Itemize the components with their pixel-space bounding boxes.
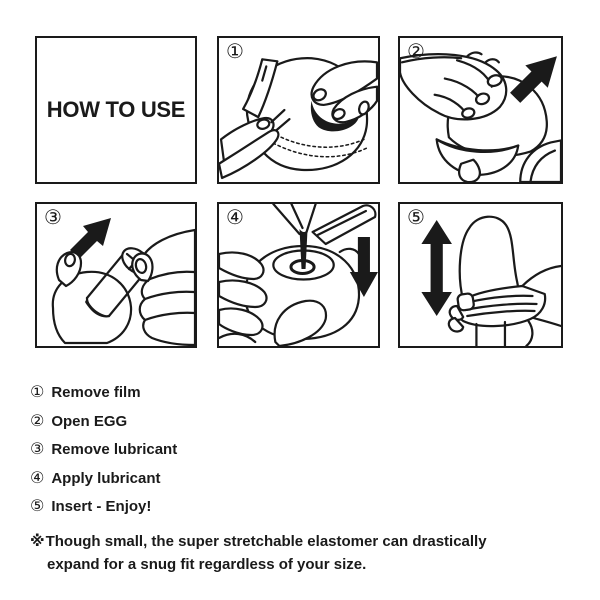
- list-number-5: ⑤: [30, 498, 45, 515]
- list-item: [30, 413, 578, 430]
- step-number-1: ①: [226, 41, 244, 63]
- list-text-5: Insert - Enjoy!: [51, 498, 152, 515]
- list-item: [30, 441, 578, 458]
- list-number-2: ②: [30, 412, 45, 430]
- page-title: HOW TO USE: [46, 97, 186, 122]
- how-to-use-title-box: [35, 36, 197, 184]
- step-number-3: ③: [44, 207, 62, 229]
- footnote-line-1: Though small, the super stretchable elastomer can drastically: [45, 533, 487, 550]
- instruction-list: [30, 384, 578, 576]
- list-item: [30, 470, 578, 487]
- footnote: [30, 530, 578, 576]
- list-text-4: Apply lubricant: [51, 469, 161, 487]
- step-panel-apply-lubricant: [217, 202, 380, 348]
- arrow-up-down-icon: [421, 220, 452, 316]
- list-number-3: ③: [30, 441, 45, 458]
- list-item: [30, 498, 578, 515]
- list-text-3: Remove lubricant: [51, 441, 178, 458]
- step-panel-remove-film: [217, 36, 380, 184]
- list-number-4: ④: [30, 469, 45, 487]
- reference-mark: ※: [30, 533, 45, 550]
- hand-pulling-tube: [132, 230, 195, 345]
- list-item: [30, 384, 578, 401]
- list-number-1: ①: [30, 384, 45, 401]
- step-number-5: ⑤: [407, 207, 425, 229]
- footnote-line-2: expand for a snug fit regardless of your size.: [47, 556, 367, 573]
- list-text-2: Open EGG: [51, 412, 128, 430]
- list-text-1: Remove film: [51, 384, 141, 401]
- step-panel-open-egg: [398, 36, 563, 184]
- step-panel-insert-enjoy: [398, 202, 563, 348]
- step-panel-remove-lubricant: [35, 202, 197, 348]
- step-number-4: ④: [226, 207, 244, 229]
- step-number-2: ②: [407, 41, 425, 63]
